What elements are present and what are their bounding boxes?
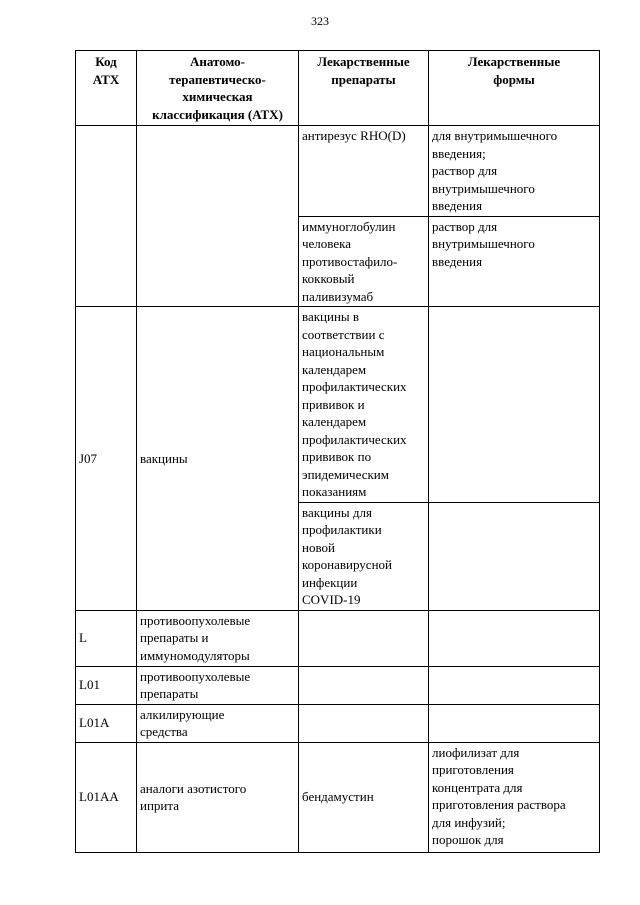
- form-cell: раствор для внутримышечного введения: [429, 216, 600, 307]
- drug-cell: [299, 704, 429, 742]
- form-cell: [429, 666, 600, 704]
- drug-cell: антирезус RHO(D): [299, 126, 429, 217]
- header-forms: Лекарственные формы: [429, 51, 600, 126]
- page-number: 323: [311, 14, 329, 28]
- drug-cell: [299, 610, 429, 666]
- header-drugs: Лекарственные препараты: [299, 51, 429, 126]
- table-row: [76, 610, 600, 666]
- classification-cell: [137, 126, 299, 307]
- form-cell: [429, 704, 600, 742]
- form-cell: [429, 610, 600, 666]
- table-row: [76, 666, 600, 704]
- drug-cell: [299, 666, 429, 704]
- classification-cell: противоопухолевые препараты: [137, 666, 299, 704]
- header-classification: Анатомо- терапевтическо- химическая классификация (АТХ): [137, 51, 299, 126]
- table-row: [76, 307, 600, 503]
- drug-cell: вакцины в соответствии с национальным календарем профилактических прививок и календарем профилактических прививок по эпидемическим показаниям: [299, 307, 429, 503]
- drug-cell: вакцины для профилактики новой коронавирусной инфекции COVID-19: [299, 502, 429, 610]
- table-row: [76, 126, 600, 217]
- form-cell: лиофилизат для приготовления концентрата для приготовления раствора для инфузий; порошок для: [429, 742, 600, 852]
- classification-cell: противоопухолевые препараты и иммуномодуляторы: [137, 610, 299, 666]
- table-row: [76, 704, 600, 742]
- form-cell: [429, 502, 600, 610]
- code-cell: L01: [76, 666, 137, 704]
- form-cell: для внутримышечного введения; раствор для внутримышечного введения: [429, 126, 600, 217]
- drug-cell: бендамустин: [299, 742, 429, 852]
- classification-cell: алкилирующие средства: [137, 704, 299, 742]
- code-cell: [76, 126, 137, 307]
- table-row: [76, 742, 600, 852]
- code-cell: L: [76, 610, 137, 666]
- code-cell: L01AA: [76, 742, 137, 852]
- form-cell: [429, 307, 600, 503]
- table-header-row: [76, 51, 600, 126]
- classification-cell: аналоги азотистого иприта: [137, 742, 299, 852]
- code-cell: L01A: [76, 704, 137, 742]
- classification-cell: вакцины: [137, 307, 299, 611]
- drug-cell: иммуноглобулин человека противостафило- кокковый паливизумаб: [299, 216, 429, 307]
- code-cell: J07: [76, 307, 137, 611]
- atx-drug-table: [75, 50, 600, 853]
- header-code: Код ATX: [76, 51, 137, 126]
